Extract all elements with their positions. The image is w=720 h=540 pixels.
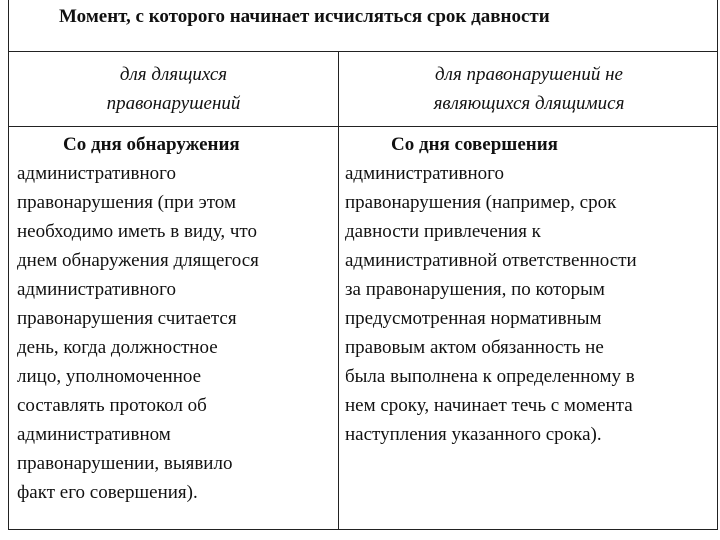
cell-line: была выполнена к определенному в (345, 366, 635, 387)
cell-line: административного (17, 279, 176, 300)
column-heading-line: являющихся длящимися (433, 93, 625, 114)
cell-line: административного (17, 163, 176, 184)
limitation-period-table (8, 0, 718, 530)
cell-line: правонарушения считается (17, 308, 237, 329)
column-heading-non-continuing (339, 60, 719, 118)
cell-line: правонарушения (при этом (17, 192, 236, 213)
column-heading-line: для длящихся (119, 64, 228, 85)
cell-line: днем обнаружения длящегося (17, 250, 259, 271)
cell-line: лицо, уполномоченное (17, 366, 202, 387)
cell-non-continuing (345, 130, 717, 449)
cell-line: за правонарушения, по которым (345, 279, 605, 300)
cell-line: составлять протокол об (17, 395, 207, 416)
column-heading-line: для правонарушений не (435, 64, 623, 85)
column-heading-line: правонарушений (106, 93, 241, 114)
cell-line: день, когда должностное (17, 337, 218, 358)
cell-line: административном (17, 424, 171, 445)
cell-continuing (17, 130, 335, 507)
cell-line: правовым актом обязанность не (345, 337, 604, 358)
cell-line: административного (345, 163, 504, 184)
cell-line: наступления указанного срока). (345, 424, 602, 445)
cell-line: административной ответственности (345, 250, 637, 271)
cell-line: нем сроку, начинает течь с момента (345, 395, 633, 416)
cell-line: давности привлечения к (345, 221, 541, 242)
column-divider (338, 52, 339, 530)
cell-lead-text: Со дня обнаружения (63, 134, 240, 155)
cell-line: факт его совершения). (17, 482, 198, 503)
column-headings-row (9, 52, 717, 127)
table-title: Момент, с которого начинает исчисляться срок давности (59, 6, 550, 27)
table-header-row (9, 0, 717, 52)
cell-line: предусмотренная нормативным (345, 308, 602, 329)
cell-line: правонарушении, выявило (17, 453, 233, 474)
column-heading-continuing (9, 60, 338, 118)
cell-line: правонарушения (например, срок (345, 192, 617, 213)
cell-line: необходимо иметь в виду, что (17, 221, 257, 242)
cell-lead-text: Со дня совершения (391, 134, 558, 155)
